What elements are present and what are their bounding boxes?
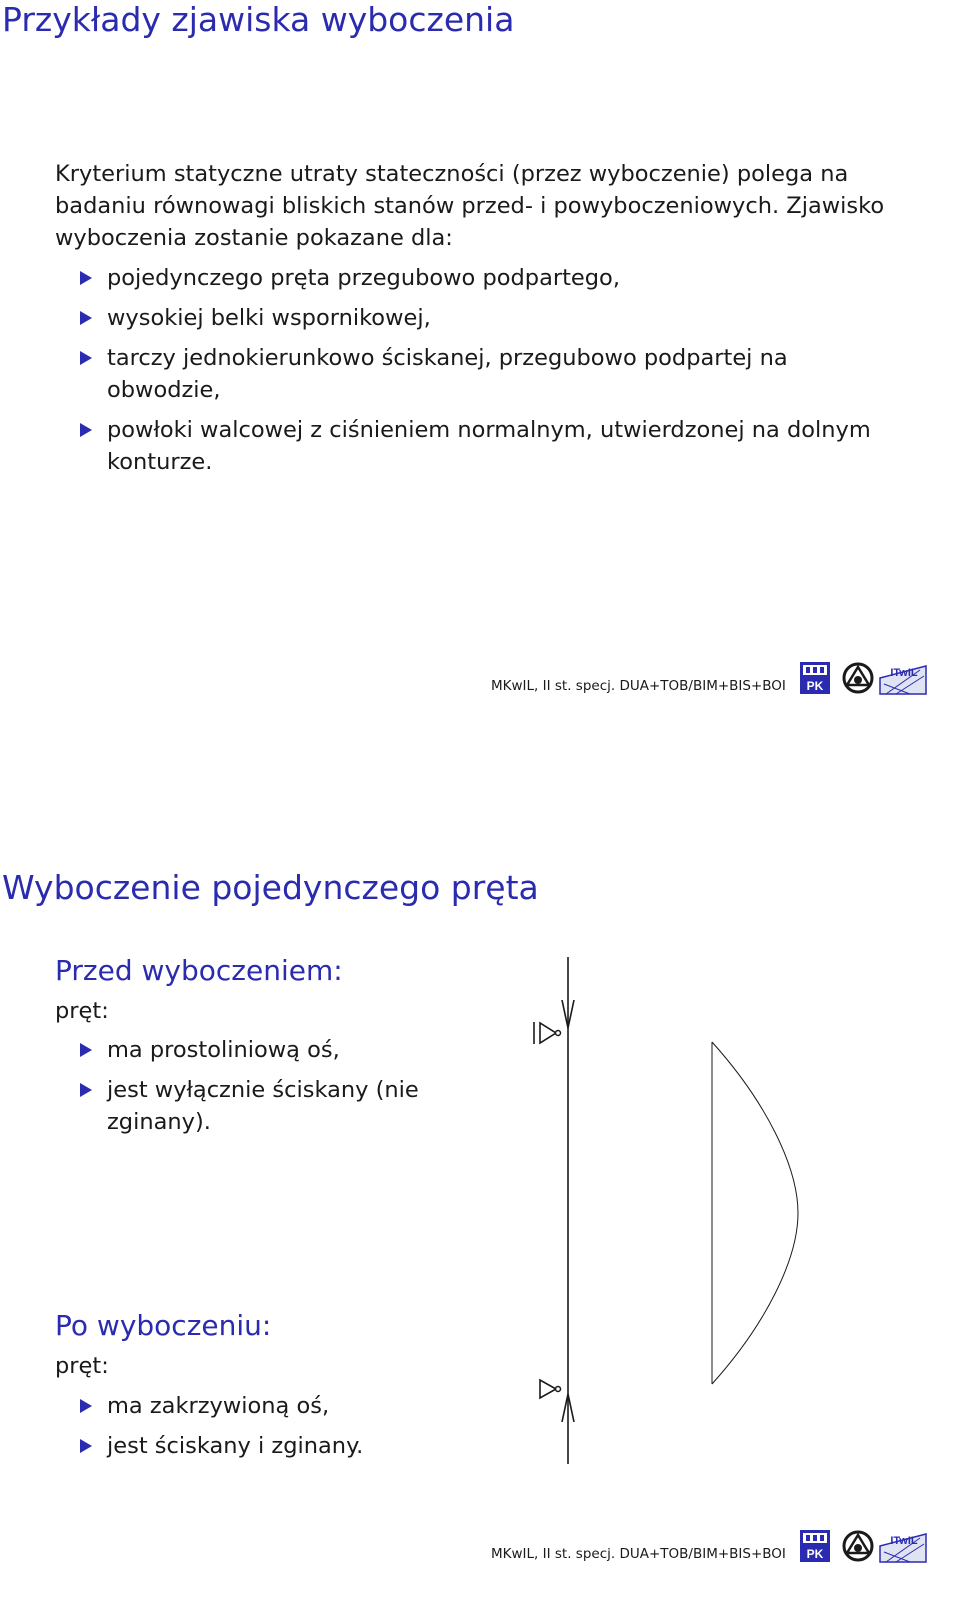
slide-title: Przykłady zjawiska wyboczenia [2, 0, 515, 39]
list-item: powłoki walcowej z ciśnieniem normalnym, utwierdzonej na dolnym konturze. [55, 414, 895, 478]
list-item: ma zakrzywioną oś, [55, 1390, 435, 1422]
footer-logos [800, 660, 928, 696]
pk-logo-icon [800, 662, 830, 694]
list-item: wysokiej belki wspornikowej, [55, 302, 895, 334]
itwil-logo-icon [880, 666, 926, 694]
triangle-bullet-icon [80, 1399, 92, 1413]
pk-logo-icon [800, 1530, 830, 1562]
intro-paragraph: Kryterium statyczne utraty stateczności (przez wyboczenie) polega na badaniu równowagi bliskich stanów przed- i powyboczeniowych. Zjawisko wyboczenia zostanie pokazane dla: [55, 161, 885, 251]
slide-title: Wyboczenie pojedynczego pręta [2, 868, 539, 907]
triangle-bullet-icon [80, 1083, 92, 1097]
faculty-emblem-icon [844, 1532, 872, 1560]
after-subject: pręt: [55, 1353, 109, 1379]
slide-2 [0, 812, 960, 1624]
bottom-roller-support [540, 1380, 561, 1398]
footer-text: MKwIL, II st. specj. DUA+TOB/BIM+BIS+BOI [491, 678, 786, 694]
before-heading: Przed wyboczeniem: [55, 954, 343, 987]
buckled-bar-shape [712, 1042, 798, 1384]
triangle-bullet-icon [80, 351, 92, 365]
before-subject: pręt: [55, 998, 109, 1024]
svg-text:PK: PK [806, 1547, 824, 1561]
list-item: ma prostoliniową oś, [55, 1034, 435, 1066]
list-item: pojedynczego pręta przegubowo podpartego, [55, 262, 895, 294]
triangle-bullet-icon [80, 1043, 92, 1057]
list-item: tarczy jednokierunkowo ściskanej, przegubowo podpartej na obwodzie, [55, 342, 895, 406]
itwil-logo-icon [880, 1534, 926, 1562]
svg-text:PK: PK [806, 679, 824, 693]
buckling-diagram [520, 952, 820, 1472]
list-item: jest ściskany i zginany. [55, 1430, 435, 1462]
triangle-bullet-icon [80, 311, 92, 325]
after-heading: Po wyboczeniu: [55, 1309, 272, 1342]
svg-text:ITwIL: ITwIL [890, 1535, 918, 1547]
triangle-bullet-icon [80, 1439, 92, 1453]
after-bullet-list [55, 1390, 435, 1470]
bullet-list [55, 262, 895, 486]
before-bullet-list [55, 1034, 435, 1146]
footer-text: MKwIL, II st. specj. DUA+TOB/BIM+BIS+BOI [491, 1546, 786, 1562]
triangle-bullet-icon [80, 423, 92, 437]
svg-text:ITwIL: ITwIL [890, 667, 918, 679]
faculty-emblem-icon [844, 664, 872, 692]
top-pin-support [534, 1022, 561, 1044]
list-item: jest wyłącznie ściskany (nie zginany). [55, 1074, 435, 1138]
triangle-bullet-icon [80, 271, 92, 285]
footer-logos [800, 1528, 928, 1564]
